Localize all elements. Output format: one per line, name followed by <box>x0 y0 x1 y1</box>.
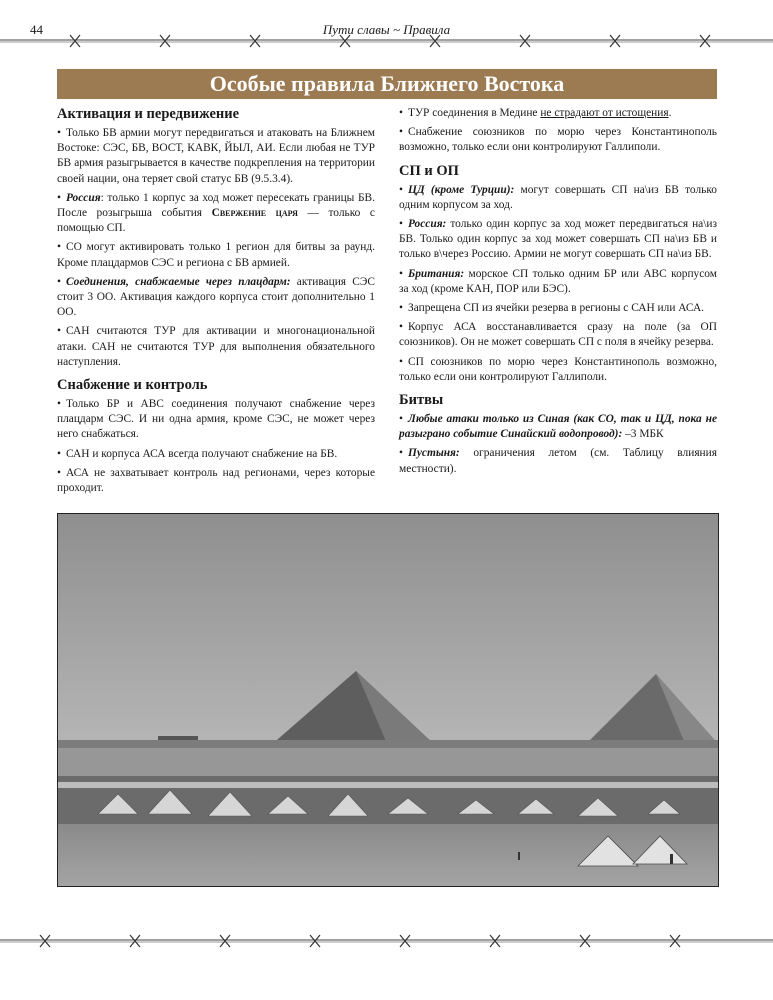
rule-item: • ЦД (кроме Турции): могут совершать СП на\из БВ только одним корпусом за ход. <box>399 183 717 211</box>
rule-item: • Только БР и АВС соединения получают снабжение через плацдарм СЭС. И ни одна армия, кроме СЭС, не может через него снабжаться. <box>57 398 375 441</box>
left-column <box>57 106 375 500</box>
rule-item: • САН и корпуса АСА всегда получают снабжение на БВ. <box>57 447 338 460</box>
running-title: Пути славы ~ Правила <box>322 22 451 37</box>
section-heading: СП и ОП <box>399 162 459 179</box>
pyramids-camp-photo <box>57 513 719 887</box>
section-heading: Снабжение и контроль <box>57 377 208 394</box>
rule-item: • Британия: морское СП только одним БР или АВС корпусом за ход (кроме КАН, ПОР или БЭС). <box>399 267 717 295</box>
section-banner: Особые правила Ближнего Востока <box>57 69 717 99</box>
rule-item: • Соединения, снабжаемые через плацдарм: активация СЭС стоит 3 ОО. Активация каждого корпуса стоит дополнительно 1 ОО. <box>57 275 375 319</box>
rule-item: • Любые атаки только из Синая (как СО, так и ЦД, пока не разыграно событие Синайский водопровод): –3 МБК <box>399 413 717 441</box>
rule-item: • Запрещена СП из ячейки резерва в регионы с САН или АСА. <box>399 302 705 315</box>
rule-item: • Россия: только 1 корпус за ход может пересекать границы БВ. После розыгрыша события Свержение царя — только с помощью СП. <box>57 191 375 235</box>
right-column <box>399 106 717 481</box>
photo-illustration <box>58 514 718 886</box>
rule-item: • Корпус АСА восстанавливается сразу на поле (за ОП союзников). Он не может совершать СП с поля в ячейку резерва. <box>399 321 717 349</box>
section-heading: Битвы <box>399 392 444 409</box>
barbed-wire-top <box>0 34 773 48</box>
barbed-wire-bottom <box>0 934 773 948</box>
rule-item: • АСА не захватывает контроль над регионами, через которые проходит. <box>57 466 375 495</box>
rule-item: • Россия: только один корпус за ход может передвигаться на\из БВ. Только один корпус за ход может совершать СП на\из БВ и только в\через Россию. Армии не могут совершать СП на\из БВ. <box>399 218 717 261</box>
rule-item: • Только БВ армии могут передвигаться и атаковать на Ближнем Востоке: СЭС, БВ, ВОСТ, КАВК, ЙЫЛ, АИ. Если любая не ТУР БВ армия разыгрывается в качестве подкрепления на территории своей нации, она теряет свой статус БВ (9.5.3.4). <box>57 127 375 185</box>
rule-item: • ТУР соединения в Медине не страдают от истощения. <box>399 107 672 119</box>
rule-item: • САН считаются ТУР для активации и многонациональной атаки. САН не считаются ТУР для выполнения обязательного наступления. <box>57 325 375 368</box>
rule-item: • СО могут активировать только 1 регион для битвы за раунд. Кроме плацдармов СЭС и региона с БВ армией. <box>57 241 375 269</box>
page-number: 44 <box>30 22 43 37</box>
section-heading: Активация и передвижение <box>57 106 240 122</box>
rule-item: • Снабжение союзников по морю через Константинополь возможно, только если они контролируют Галлиполи. <box>399 126 717 154</box>
rule-item: • СП союзников по морю через Константинополь возможно, только если они контролируют Галлиполи. <box>399 355 717 383</box>
rule-item: • Пустыня: ограничения летом (см. Таблицу влияния местности). <box>399 447 717 475</box>
